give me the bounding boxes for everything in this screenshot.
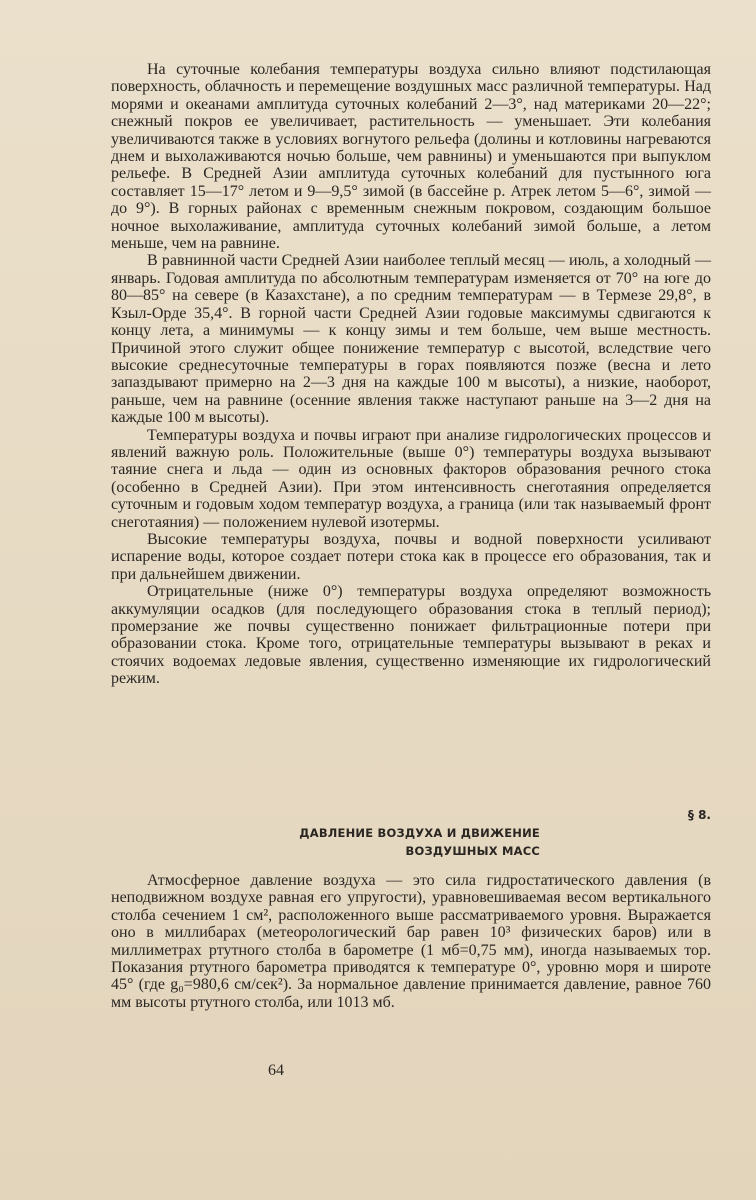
paragraph-3: Температуры воздуха и почвы играют при анализе гидрологических процессов и явлений важную роль. Положительные (выше 0°) температуры воздуха вызывают таяние снега и льда — один из основных факторов образования речного стока (особенно в Средней Азии). При этом интенсивность снеготаяния определяется суточным и годовым ходом температур воздуха, а граница (или так называемый фронт снеготаяния) — положением нулевой изотермы. <box>111 426 711 531</box>
page-number: 64 <box>268 1062 284 1079</box>
section-title <box>250 824 540 860</box>
paragraph-1: На суточные колебания температуры воздуха сильно влияют подстилающая поверхность, облачность и перемещение воздушных масс различной температуры. Над морями и океанами амплитуда суточных колебаний 2—3°, над материками 20—22°; снежный покров ее увеличивает, растительность — уменьшает. Эти колебания увеличиваются также в условиях вогнутого рельефа (долины и котловины нагреваются днем и выхолаживаются ночью больше, чем равнины) и уменьшаются при выпуклом рельефе. В Средней Азии амплитуда суточных колебаний для пустынного юга составляет 15—17° летом и 9—9,5° зимой (в бассейне р. Атрек летом 5—6°, зимой — до 9°). В горных районах с временным снежным покровом, создающим большое ночное выхолаживание, амплитуда суточных колебаний зимой больше, а летом меньше, чем на равнине. <box>111 61 711 253</box>
section-number: § 8. <box>687 808 711 822</box>
section-title-line-2: ВОЗДУШНЫХ МАСС <box>405 844 540 858</box>
body-text-top <box>111 61 711 688</box>
paragraph-4: Высокие температуры воздуха, почвы и водной поверхности усиливают испарение воды, которое создает потери стока как в процессе его образования, так и при дальнейшем движении. <box>111 530 711 583</box>
section-title-line-1: ДАВЛЕНИЕ ВОЗДУХА И ДВИЖЕНИЕ <box>299 826 540 840</box>
body-text-bottom <box>111 872 711 1011</box>
paragraph-5: Отрицательные (ниже 0°) температуры воздуха определяют возможность аккумуляции осадков (для последующего образования стока в теплый период); промерзание же почвы существенно понижает фильтрационные потери при образовании стока. Кроме того, отрицательные температуры вызывают в реках и стоячих водоемах ледовые явления, существенно изменяющие их гидрологический режим. <box>111 583 711 688</box>
paragraph-6: Атмосферное давление воздуха — это сила гидростатического давления (в неподвижном воздухе равная его упругости), уравновешиваемая весом вертикального столба сечением 1 см², расположенного выше рассматриваемого уровня. Выражается оно в миллибарах (метеорологический бар равен 10³ физических баров) или в миллиметрах ртутного столба в барометре (1 мб=0,75 мм), иногда называемых тор. Показания ртутного барометра приводятся к температуре 0°, уровню моря и широте 45° (где g₀=980,6 см/сек²). За нормальное давление принимается давление, равное 760 мм высоты ртутного столба, или 1013 мб. <box>111 872 711 1011</box>
paragraph-2: В равнинной части Средней Азии наиболее теплый месяц — июль, а холодный — январь. Годовая амплитуда по абсолютным температурам изменяется от 70° на юге до 80—85° на севере (в Казахстане), а по средним температурам — в Термезе 29,8°, в Кзыл-Орде 35,4°. В горной части Средней Азии годовые максимумы сдвигаются к концу лета, а минимумы — к концу зимы и тем больше, чем выше местность. Причиной этого служит общее понижение температур с высотой, вследствие чего высокие среднесуточные температуры в горах появляются позже (весна и лето запаздывают примерно на 2—3 дня на каждые 100 м высоты), а низкие, наоборот, раньше, чем на равнине (осенние явления также наступают раньше на 3—2 дня на каждые 100 м высоты). <box>111 252 711 427</box>
